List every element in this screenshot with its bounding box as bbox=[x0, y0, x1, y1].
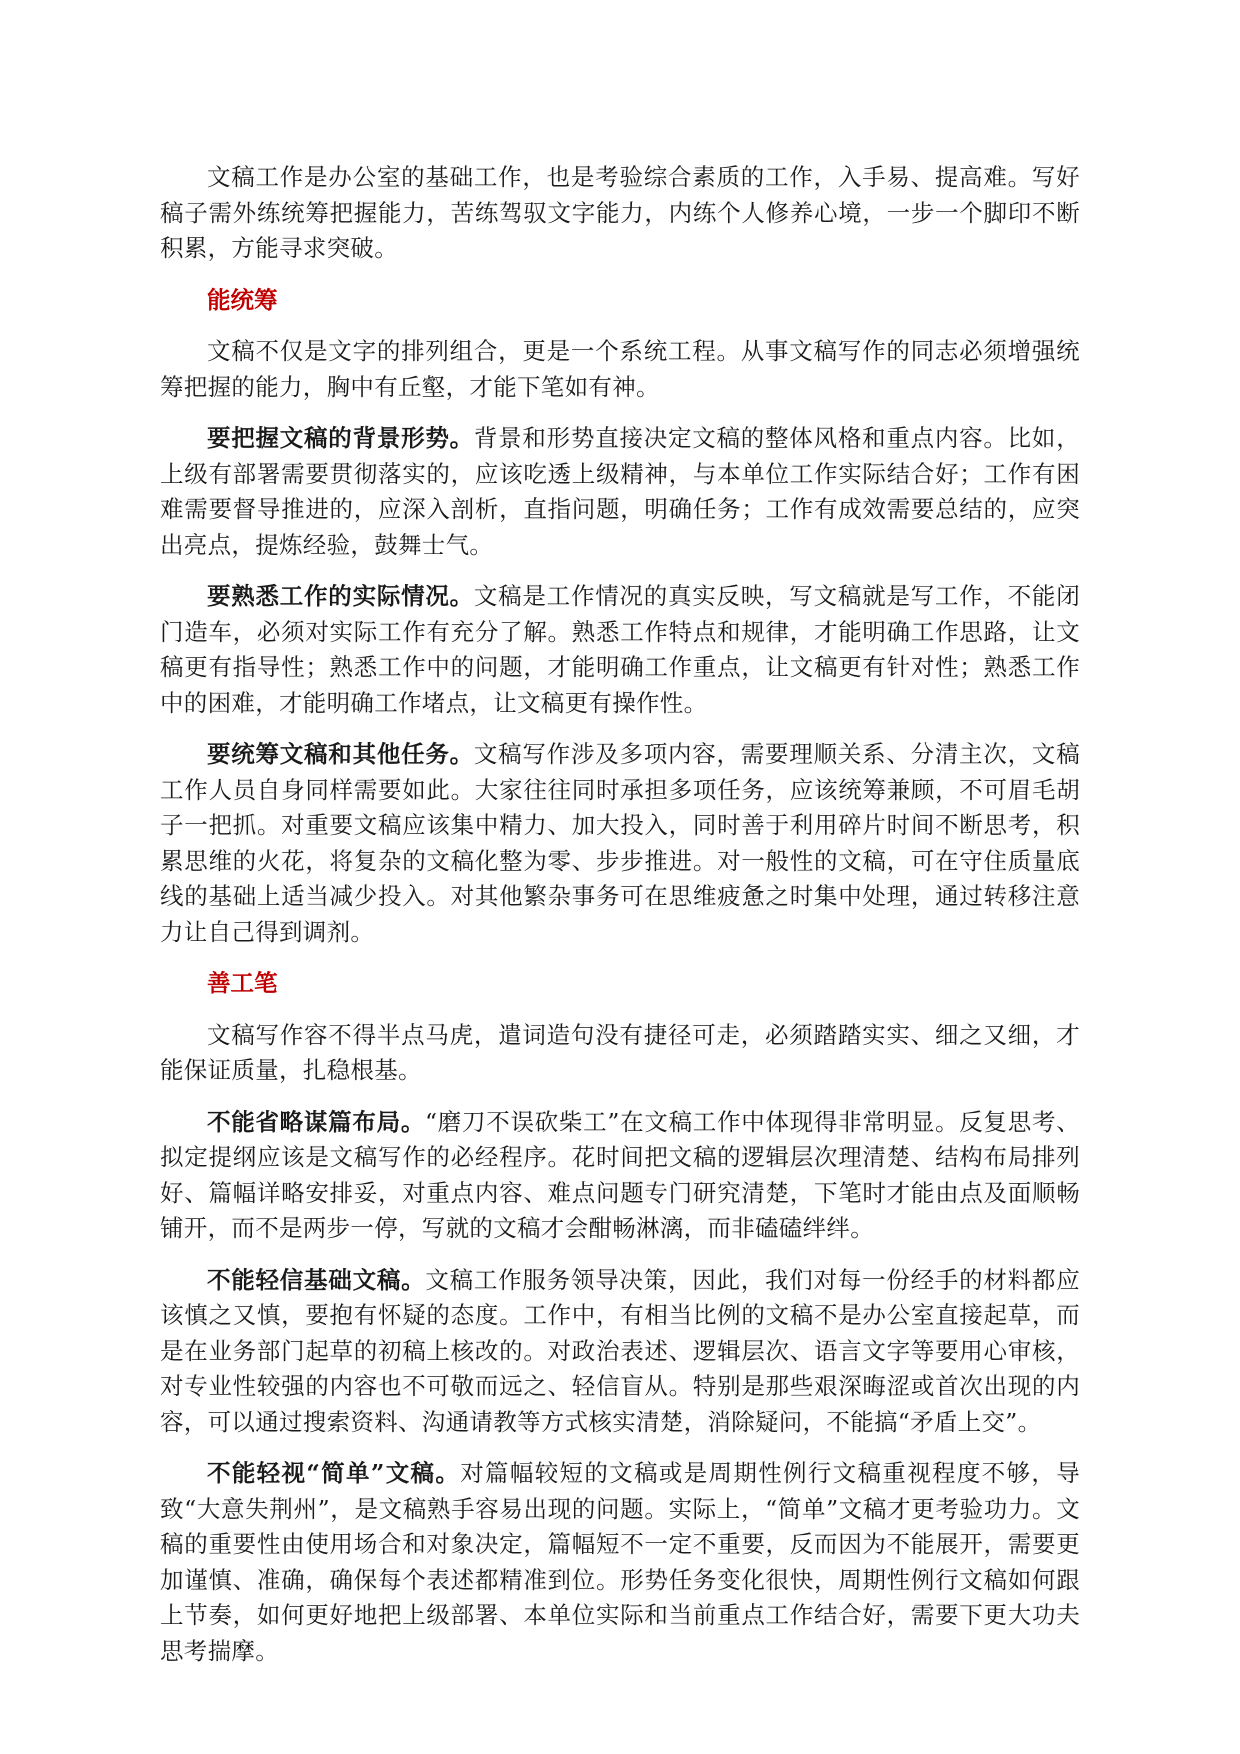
section1-point-2 bbox=[160, 579, 1080, 721]
point-lead: 不能轻视“简单”文稿。 bbox=[207, 1459, 461, 1487]
point-lead: 要熟悉工作的实际情况。 bbox=[207, 582, 474, 610]
point-lead: 不能省略谋篇布局。 bbox=[207, 1107, 426, 1136]
section-heading-2: 善工笔 bbox=[207, 969, 278, 997]
section1-point-3 bbox=[160, 737, 1080, 950]
point-lead: 要把握文稿的背景形势。 bbox=[207, 424, 474, 452]
point-text: 文稿工作服务领导决策，因此，我们对每一份经手的材料都应该慎之又慎，要抱有怀疑的态度。工作中，有相当比例的文稿不是办公室直接起草，而是在业务部门起草的初稿上核改的。对政治表述、逻辑层次、语言文字等要用心审核，对专业性较强的内容也不可敬而远之、轻信盲从。特别是那些艰深晦涩或首次出现的内容，可以通过搜索资料、沟通请教等方式核实清楚，消除疑问，不能搞“矛盾上交”。 bbox=[160, 1265, 1080, 1436]
section2-point-2 bbox=[160, 1263, 1080, 1441]
point-text: 对篇幅较短的文稿或是周期性例行文稿重视程度不够，导致“大意失荆州”，是文稿熟手容易出现的问题。实际上，“简单”文稿才更考验功力。文稿的重要性由使用场合和对象决定，篇幅短不一定不重要，反而因为不能展开，需要更加谨慎、准确，确保每个表述都精准到位。形势任务变化很快，周期性例行文稿如何跟上节奏，如何更好地把上级部署、本单位实际和当前重点工作结合好，需要下更大功夫思考揣摩。 bbox=[160, 1459, 1080, 1665]
point-lead: 要统筹文稿和其他任务。 bbox=[207, 740, 474, 768]
point-text: 文稿是工作情况的真实反映，写文稿就是写工作，不能闭门造车，必须对实际工作有充分了解。熟悉工作特点和规律，才能明确工作思路，让文稿更有指导性；熟悉工作中的问题，才能明确工作重点，让文稿更有针对性；熟悉工作中的困难，才能明确工作堵点，让文稿更有操作性。 bbox=[160, 582, 1080, 717]
point-text: 文稿写作涉及多项内容，需要理顺关系、分清主次，文稿工作人员自身同样需要如此。大家往往同时承担多项任务，应该统筹兼顾，不可眉毛胡子一把抓。对重要文稿应该集中精力、加大投入，同时善于利用碎片时间不断思考，积累思维的火花，将复杂的文稿化整为零、步步推进。对一般性的文稿，可在守住质量底线的基础上适当减少投入。对其他繁杂事务可在思维疲惫之时集中处理，通过转移注意力让自己得到调剂。 bbox=[160, 740, 1080, 946]
point-text: “磨刀不误砍柴工”在文稿工作中体现得非常明显。反复思考、拟定提纲应该是文稿写作的必经程序。花时间把文稿的逻辑层次理清楚、结构布局排列好、篇幅详略安排妥，对重点内容、难点问题专门研究清楚，下笔时才能由点及面顺畅铺开，而不是两步一停，写就的文稿才会酣畅淋漓，而非磕磕绊绊。 bbox=[160, 1107, 1080, 1242]
section2-point-3 bbox=[160, 1456, 1080, 1669]
section2-intro-paragraph: 文稿写作容不得半点马虎，遣词造句没有捷径可走，必须踏踏实实、细之又细，才能保证质量，扎稳根基。 bbox=[160, 1020, 1080, 1084]
point-text: 背景和形势直接决定文稿的整体风格和重点内容。比如，上级有部署需要贯彻落实的，应该吃透上级精神，与本单位工作实际结合好；工作有困难需要督导推进的，应深入剖析，直指问题，明确任务；工作有成效需要总结的，应突出亮点，提炼经验，鼓舞士气。 bbox=[160, 424, 1080, 559]
point-lead: 不能轻信基础文稿。 bbox=[207, 1265, 426, 1294]
section1-point-1 bbox=[160, 421, 1080, 563]
intro-paragraph: 文稿工作是办公室的基础工作，也是考验综合素质的工作，入手易、提高难。写好稿子需外练统筹把握能力，苦练驾驭文字能力，内练个人修养心境，一步一个脚印不断积累，方能寻求突破。 bbox=[160, 163, 1080, 262]
section2-point-1 bbox=[160, 1105, 1080, 1247]
section1-intro-paragraph: 文稿不仅是文字的排列组合，更是一个系统工程。从事文稿写作的同志必须增强统筹把握的能力，胸中有丘壑，才能下笔如有神。 bbox=[160, 337, 1080, 401]
section-heading-1: 能统筹 bbox=[207, 285, 278, 314]
